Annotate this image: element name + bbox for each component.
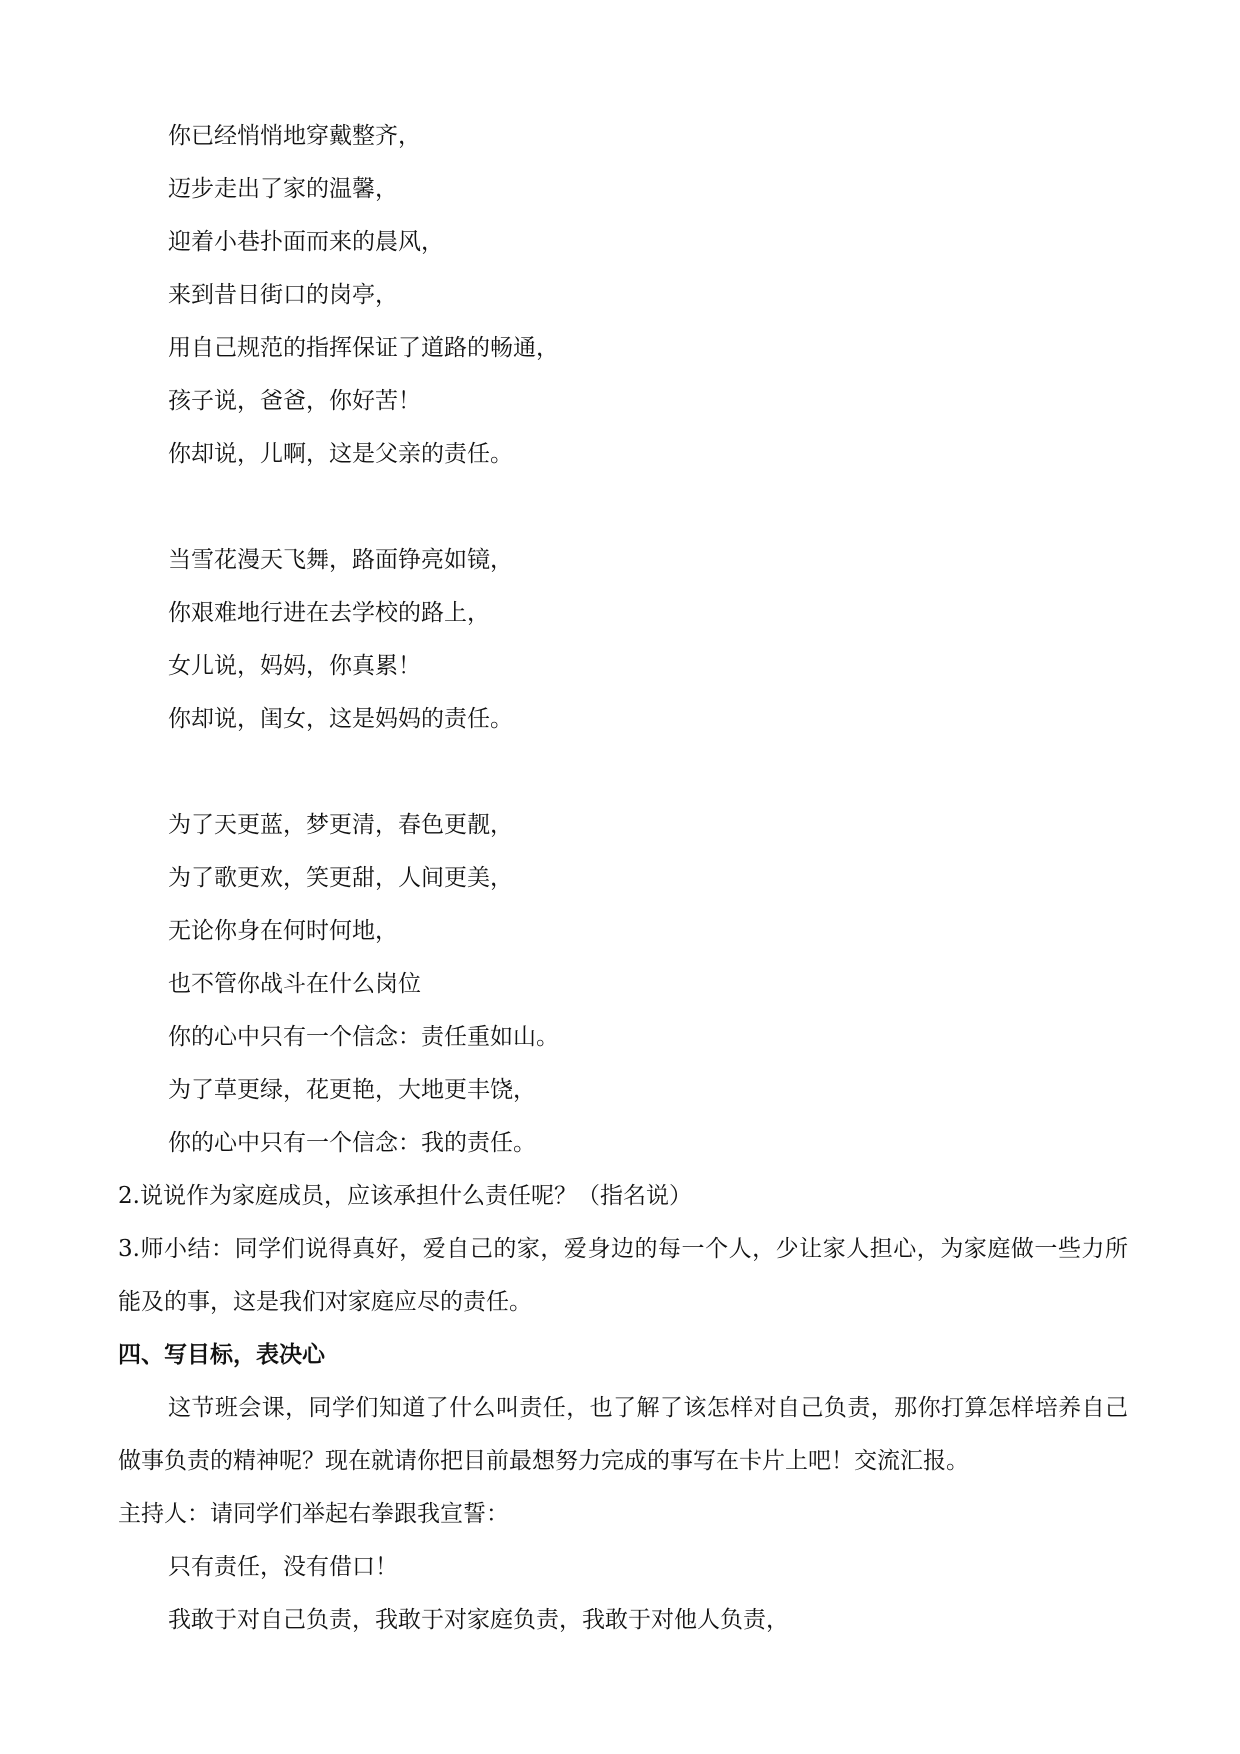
poem-line: 为了歌更欢，笑更甜，人间更美， — [168, 865, 513, 891]
page-content — [118, 110, 1128, 1647]
section-heading: 四、写目标，表决心 — [118, 1342, 325, 1368]
numbered-item-3: 3.师小结：同学们说得真好，爱自己的家，爱身边的每一个人，少让家人担心，为家庭做一些力所能及的事，这是我们对家庭应尽的责任。 — [118, 1236, 1128, 1315]
poem-line: 你的心中只有一个信念：我的责任。 — [168, 1130, 536, 1156]
stanza-spacer — [118, 481, 1128, 534]
oath-block — [118, 1541, 1128, 1647]
numbered-item-2: 2.说说作为家庭成员，应该承担什么责任呢？（指名说） — [118, 1183, 692, 1209]
poem-line: 用自己规范的指挥保证了道路的畅通， — [168, 335, 559, 361]
poem-line: 也不管你战斗在什么岗位 — [168, 971, 421, 997]
poem-line: 为了天更蓝，梦更清，春色更靓， — [168, 812, 513, 838]
poem-line: 孩子说，爸爸，你好苦！ — [168, 388, 421, 414]
section-paragraph — [118, 1382, 1128, 1488]
poem-stanza-mother — [118, 534, 1128, 746]
poem-line: 迈步走出了家的温馨， — [168, 176, 398, 202]
poem-stanza-belief — [118, 799, 1128, 1170]
poem-line: 你已经悄悄地穿戴整齐， — [168, 123, 421, 149]
oath-line: 我敢于对自己负责，我敢于对家庭负责，我敢于对他人负责， — [168, 1607, 789, 1633]
section-paragraph-text: 这节班会课，同学们知道了什么叫责任，也了解了该怎样对自己负责，那你打算怎样培养自己做事负责的精神呢？现在就请你把目前最想努力完成的事写在卡片上吧！交流汇报。 — [118, 1395, 1128, 1474]
stanza-spacer — [118, 746, 1128, 799]
oath-line: 只有责任，没有借口！ — [168, 1554, 398, 1580]
poem-line: 来到昔日街口的岗亭， — [168, 282, 398, 308]
poem-line: 迎着小巷扑面而来的晨风， — [168, 229, 444, 255]
poem-line: 无论你身在何时何地， — [168, 918, 398, 944]
poem-stanza-father — [118, 110, 1128, 481]
poem-line: 你的心中只有一个信念：责任重如山。 — [168, 1024, 559, 1050]
poem-line: 为了草更绿，花更艳，大地更丰饶， — [168, 1077, 536, 1103]
poem-line: 你却说，儿啊，这是父亲的责任。 — [168, 441, 513, 467]
poem-line: 你艰难地行进在去学校的路上， — [168, 600, 490, 626]
poem-line: 你却说，闺女，这是妈妈的责任。 — [168, 706, 513, 732]
poem-line: 女儿说，妈妈，你真累！ — [168, 653, 421, 679]
poem-line: 当雪花漫天飞舞，路面铮亮如镜， — [168, 547, 513, 573]
host-line: 主持人：请同学们举起右拳跟我宣誓： — [118, 1501, 509, 1527]
